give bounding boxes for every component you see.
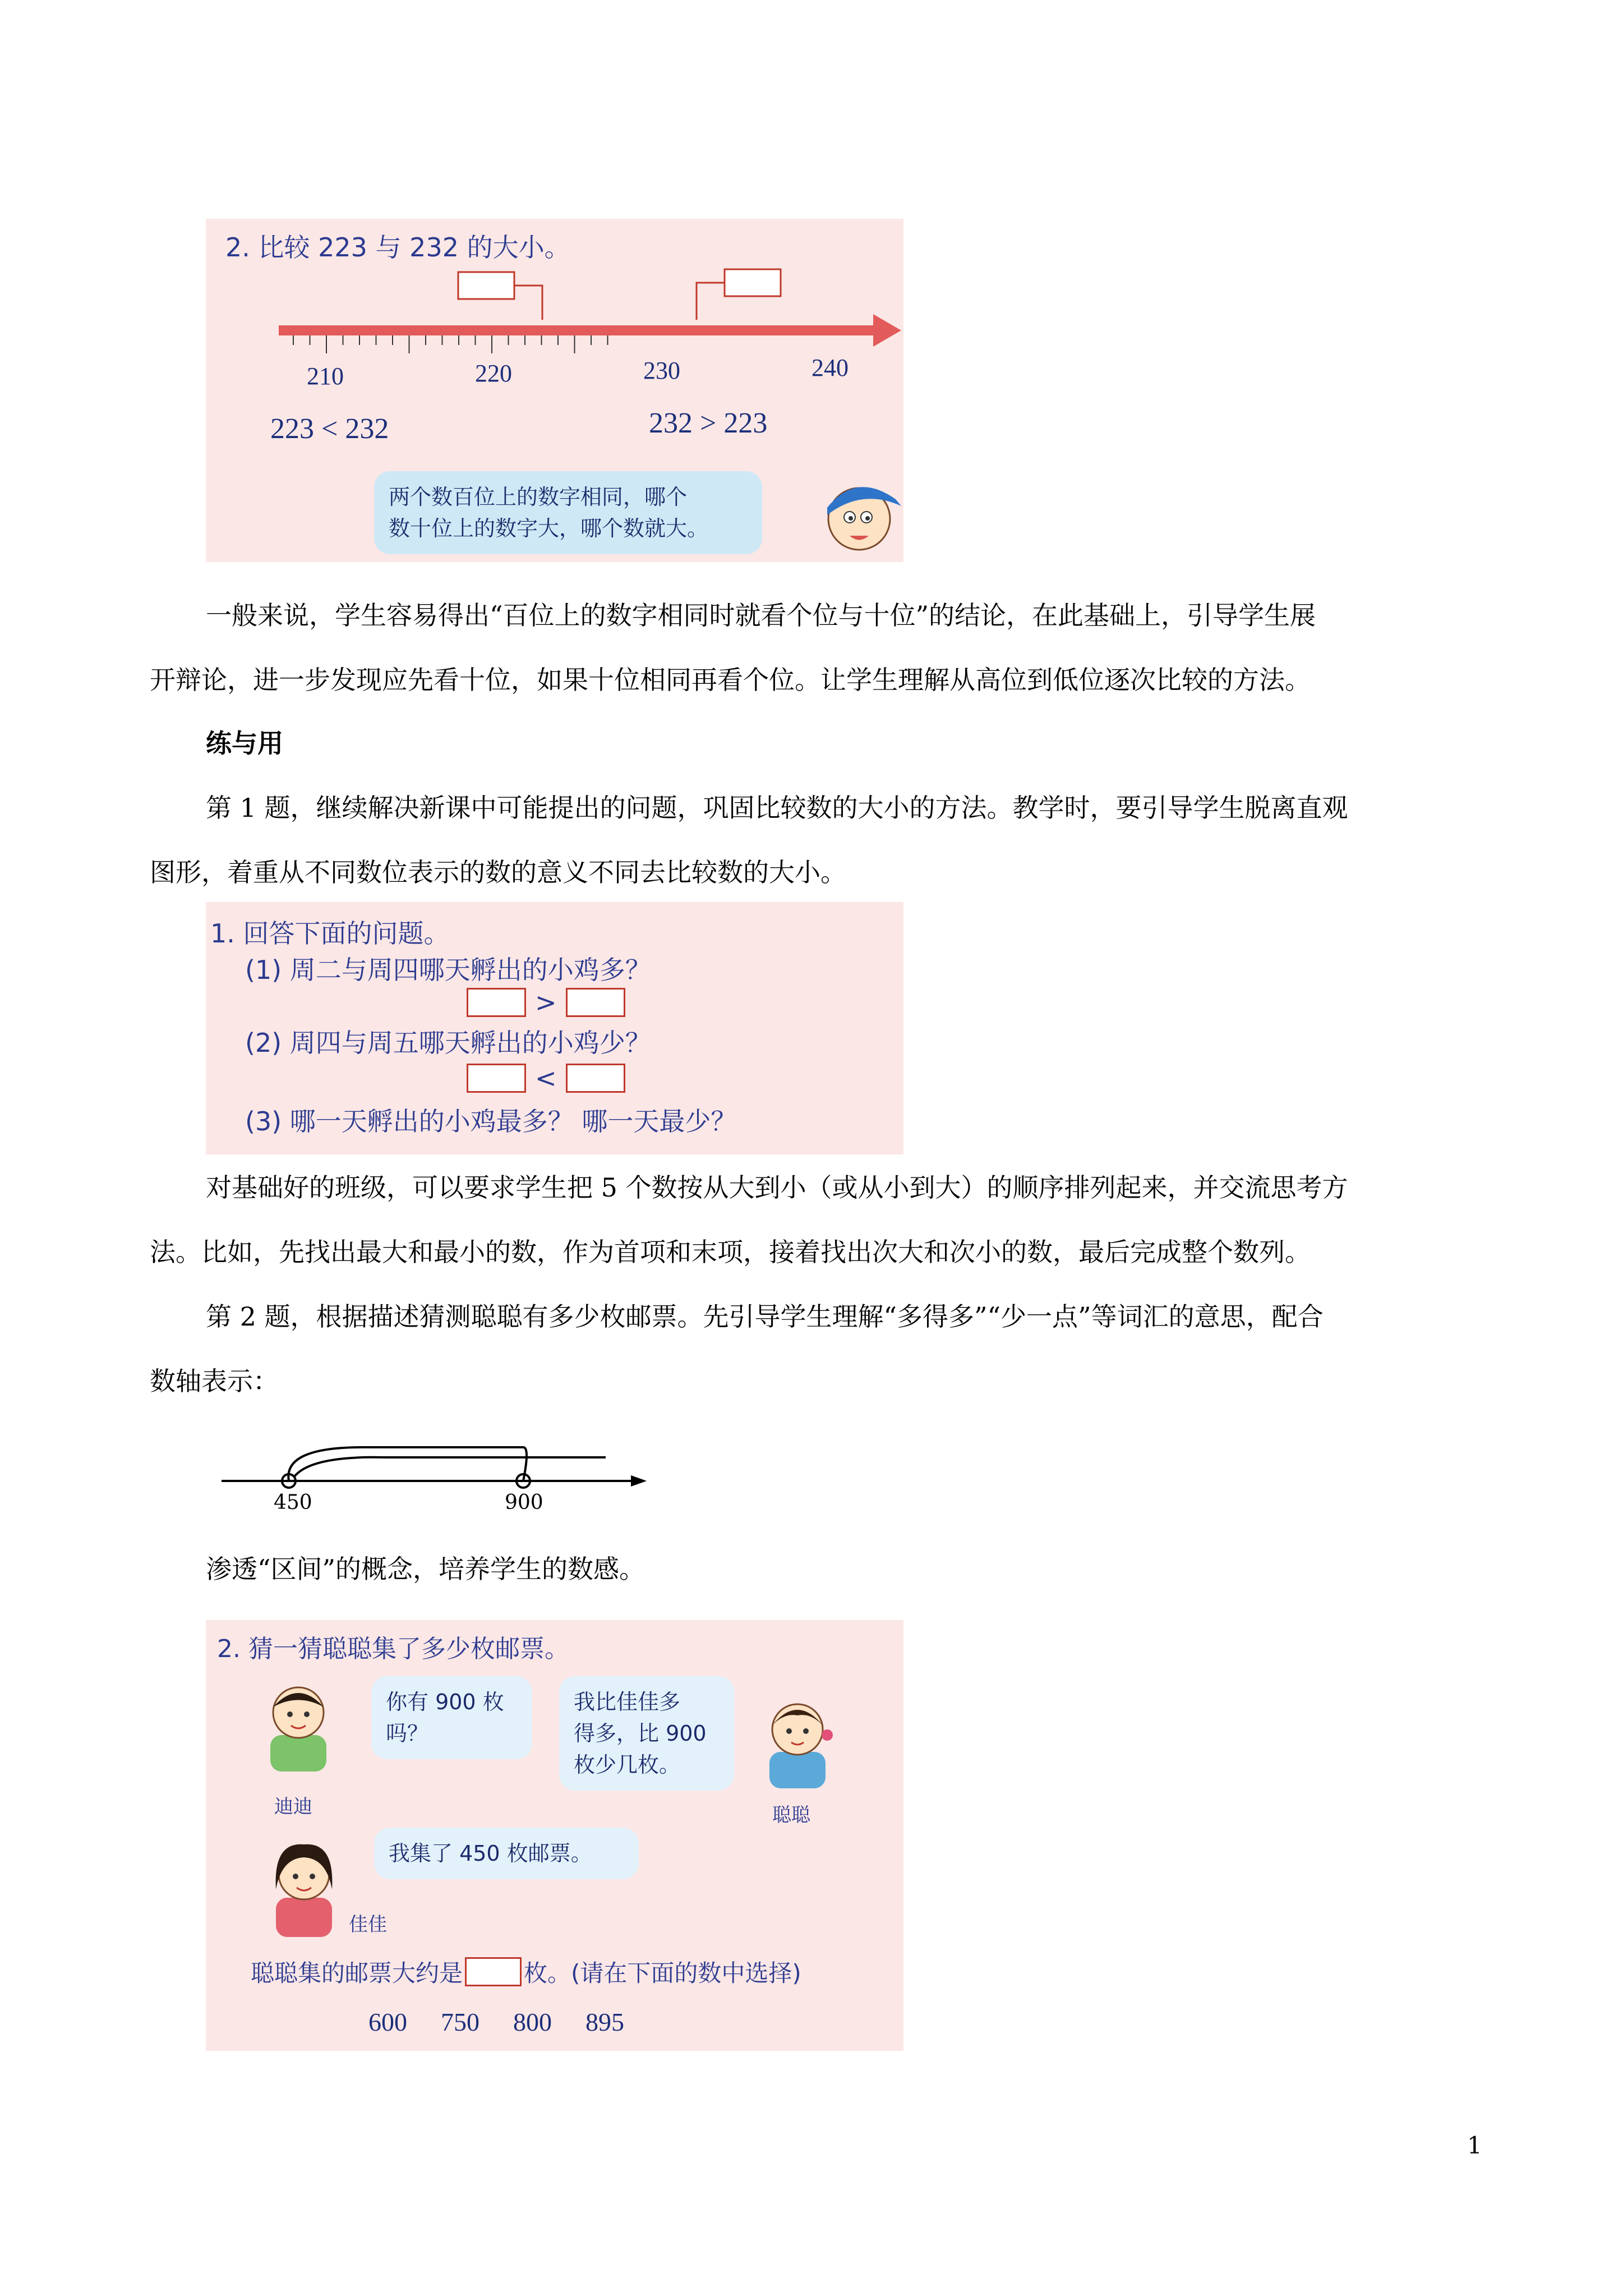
- paragraph-4: [150, 1285, 1496, 1414]
- tick-label-210: 210: [307, 362, 344, 390]
- answer-box[interactable]: [566, 988, 625, 1017]
- name-jiajia: 佳佳: [349, 1913, 387, 1936]
- hint-line-2: 数十位上的数字大，哪个数就大。: [389, 516, 709, 541]
- congcong-bubble: [559, 1676, 734, 1791]
- paragraph-2-line-1: 第 1 题，继续解决新课中可能提出的问题，巩固比较数的大小的方法。教学时，要引导学生脱离直观: [206, 793, 1348, 823]
- paragraph-3-line-2: 法。比如，先找出最大和最小的数，作为首项和末项，接着找出次大和次小的数，最后完成整个数列。: [150, 1237, 1311, 1267]
- figure1-title: 2. 比较 223 与 232 的大小。: [225, 232, 570, 263]
- paragraph-2-line-2: 图形，着重从不同数位表示的数的意义不同去比较数的大小。: [150, 857, 846, 887]
- option-600[interactable]: 600: [368, 2008, 407, 2036]
- answer-row-1: [467, 987, 625, 1018]
- figure-stamp-guess: [206, 1620, 903, 2051]
- paragraph-5: 渗透“区间”的概念，培养学生的数感。: [206, 1554, 645, 1584]
- page-number: 1: [1467, 2132, 1482, 2159]
- interval-number-line: [216, 1436, 653, 1515]
- figure2-title: 1. 回答下面的问题。: [210, 918, 450, 949]
- question-2: (2) 周四与周五哪天孵出的小鸡少？: [245, 1028, 651, 1058]
- number-line-label-900: 900: [505, 1491, 543, 1514]
- paragraph-1-line-1: 一般来说，学生容易得出“百位上的数字相同时就看个位与十位”的结论，在此基础上，引导学生展: [206, 600, 1316, 631]
- stamp-question-suffix: 枚。(请在下面的数中选择): [524, 1959, 801, 1987]
- answer-row-2: [467, 1063, 625, 1093]
- paragraph-3-line-1: 对基础好的班级，可以要求学生把 5 个数按从大到小（或从小到大）的顺序排列起来，并交流思考方: [206, 1172, 1348, 1203]
- name-didi: 迪迪: [274, 1796, 312, 1818]
- tick-label-220: 220: [475, 360, 512, 387]
- paragraph-4-line-2: 数轴表示：: [150, 1366, 279, 1396]
- paragraph-1-line-2: 开辩论，进一步发现应先看十位，如果十位相同再看个位。让学生理解从高位到低位逐次比较的方法。: [150, 665, 1311, 695]
- tick-label-230: 230: [643, 357, 680, 384]
- didi-illustration: [256, 1676, 340, 1772]
- congcong-illustration: [755, 1693, 840, 1788]
- congcong-bubble-line-2: 得多，比 900: [574, 1721, 707, 1746]
- option-800[interactable]: 800: [513, 2008, 552, 2036]
- jiajia-bubble-text: 我集了 450 枚邮票。: [389, 1841, 592, 1866]
- section-heading: 练与用: [206, 728, 283, 758]
- figure3-title: 2. 猜一猜聪聪集了多少枚邮票。: [217, 1635, 569, 1663]
- didi-bubble-line-1: 你有 900 枚: [386, 1690, 504, 1714]
- figure-questions: [206, 902, 903, 1154]
- stamp-question: [251, 1955, 801, 1989]
- paragraph-4-line-1: 第 2 题，根据描述猜测聪聪有多少枚邮票。先引导学生理解“多得多”“少一点”等词汇的意思，配合: [206, 1301, 1324, 1332]
- name-congcong: 聪聪: [772, 1804, 810, 1826]
- compare-right: 232 > 223: [649, 407, 768, 439]
- congcong-bubble-line-1: 我比佳佳多: [574, 1690, 681, 1714]
- paragraph-3: [150, 1156, 1496, 1285]
- compare-symbol-less: <: [535, 1063, 557, 1093]
- answer-box[interactable]: [467, 988, 526, 1017]
- answer-box[interactable]: [566, 1064, 625, 1093]
- compare-left: 223 < 232: [270, 413, 389, 445]
- congcong-bubble-line-3: 枚少几枚。: [574, 1752, 681, 1777]
- stamp-question-prefix: 聪聪集的邮票大约是: [251, 1959, 463, 1987]
- question-1: (1) 周二与周四哪天孵出的小鸡多？: [245, 955, 651, 985]
- question-3: (3) 哪一天孵出的小鸡最多？ 哪一天最少？: [245, 1106, 737, 1137]
- option-750[interactable]: 750: [441, 2008, 479, 2036]
- boy-cap-illustration: [817, 466, 901, 561]
- jiajia-bubble: [374, 1828, 639, 1879]
- option-list: [368, 2007, 624, 2037]
- compare-symbol-greater: >: [535, 987, 557, 1018]
- paragraph-2: [150, 776, 1496, 905]
- didi-bubble: [371, 1676, 532, 1759]
- didi-bubble-line-2: 吗？: [386, 1721, 429, 1746]
- figure-number-line-compare: [206, 219, 903, 562]
- hint-bubble: [374, 471, 762, 554]
- hint-line-1: 两个数百位上的数字相同，哪个: [389, 485, 688, 509]
- jiajia-illustration: [262, 1836, 346, 1937]
- answer-box[interactable]: [467, 1064, 526, 1093]
- option-895[interactable]: 895: [585, 2008, 624, 2036]
- paragraph-1: [150, 583, 1496, 712]
- number-line-label-450: 450: [274, 1491, 312, 1514]
- stamp-answer-box[interactable]: [465, 1957, 522, 1986]
- tick-label-240: 240: [811, 354, 849, 381]
